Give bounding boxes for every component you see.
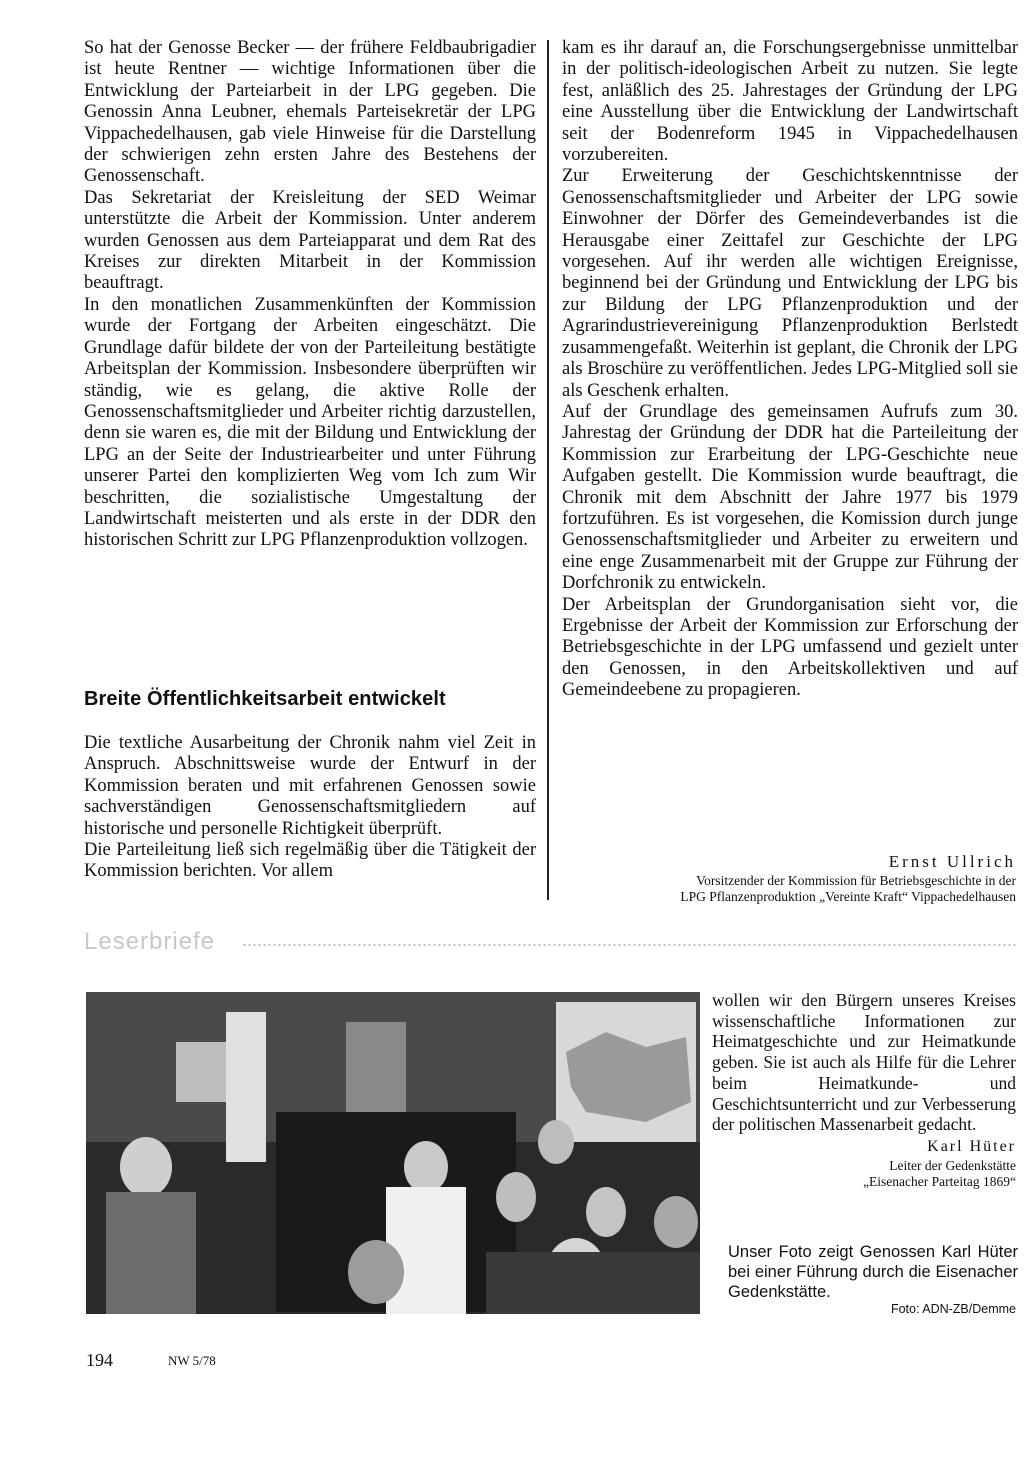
- letter-author-name: Karl Hüter: [927, 1138, 1016, 1155]
- section-subheading: Breite Öffentlichkeitsarbeit entwickelt: [84, 688, 446, 710]
- paragraph: wollen wir den Bürgern unseres Kreises wissenschaftliche Informationen zur Heimatgeschichte und zur Heimatkunde geben. Sie ist auch als Hilfe für die Lehrer beim Heimatkunde- und Geschichtsunterricht und zur Verbesserung der politischen Massenarbeit gedacht.: [712, 990, 1016, 1135]
- letter-column: [712, 990, 1016, 1135]
- author-role-line: „Eisenacher Parteitag 1869“: [863, 1174, 1016, 1189]
- dotted-rule: [242, 943, 1016, 947]
- author-role-line: Vorsitzender der Kommission für Betriebsgeschichte in der: [696, 873, 1016, 888]
- paragraph: So hat der Genosse Becker — der frühere Feldbaubrigadier ist heute Rentner — wichtige Informationen über die Entwicklung der Parteiarbeit in der LPG gegeben. Die Genossin Anna Leubner, ehemals Parteisekretär der LPG Vippachedelhausen, gab viele Hinweise für die Darstellung der schwierigen zehn ersten Jahre des Bestehens der Genossenschaft.: [84, 38, 536, 187]
- column-divider: [547, 40, 549, 900]
- author-role-line: LPG Pflanzenproduktion „Vereinte Kraft“ Vippachedelhausen: [680, 889, 1016, 904]
- article-column-left-bottom: [84, 733, 536, 883]
- page-number: 194: [86, 1350, 113, 1370]
- article-author-role: [556, 873, 1016, 905]
- photo-illustration: [86, 992, 700, 1314]
- section-label: Leserbriefe: [84, 928, 216, 955]
- letter-author-role: [716, 1158, 1016, 1190]
- paragraph: Der Arbeitsplan der Grundorganisation sieht vor, die Ergebnisse der Arbeit der Kommission zur Erforschung der Betriebsgeschichte in der LPG umfassend und gezielt unter den Genossen, in den Arbeitskollektiven und auf Gemeindeebene zu propagieren.: [562, 594, 1018, 701]
- paragraph: kam es ihr darauf an, die Forschungsergebnisse unmittelbar in der politisch-ideologischen Arbeit zu nutzen. Sie legte fest, anläßlich des 25. Jahrestages der Gründung der LPG eine Ausstellung über die Entwicklung der Landwirtschaft seit der Bodenreform 1945 in Vippachedelhausen vorzubereiten.: [562, 38, 1018, 166]
- paragraph: Auf der Grundlage des gemeinsamen Aufrufs zum 30. Jahrestag der Gründung der DDR hat die Parteileitung der Kommission zur Erarbeitung der LPG-Geschichte neue Aufgaben gestellt. Die Kommission wurde beauftragt, die Chronik mit dem Abschnitt der Jahre 1977 bis 1979 fortzuführen. Es ist vorgesehen, die Komission durch junge Genossenschaftsmitglieder und Arbeiter zu erweitern und eine enge Zusammenarbeit mit der Gruppe zur Führung der Dorfchronik zu entwickeln.: [562, 401, 1018, 594]
- photo-credit: Foto: ADN-ZB/Demme: [890, 1302, 1016, 1316]
- section-band: [84, 928, 1016, 956]
- paragraph: Das Sekretariat der Kreisleitung der SED Weimar unterstützte die Arbeit der Kommission. Unter anderem wurden Genossen aus dem Parteiapparat und dem Rat des Kreises zur direkten Mitarbeit in der Kommission beauftragt.: [84, 187, 536, 294]
- author-role-line: Leiter der Gedenkstätte: [889, 1158, 1016, 1173]
- article-author-name: Ernst Ullrich: [888, 852, 1016, 871]
- article-column-left-top: [84, 38, 536, 552]
- journal-reference: NW 5/78: [168, 1353, 216, 1368]
- photo-caption: Unser Foto zeigt Genossen Karl Hüter bei einer Führung durch die Eisenacher Gedenkstätte.: [728, 1243, 1018, 1301]
- article-column-right: [562, 38, 1018, 702]
- paragraph: Zur Erweiterung der Geschichtskenntnisse der Genossenschaftsmitglieder und Arbeiter der LPG sowie Einwohner der Dörfer des Gemeindeverbandes ist die Herausgabe einer Zeittafel zur Geschichte der LPG vorgesehen. Auf ihr werden alle wichtigen Ereignisse, beginnend bei der Gründung und Entwicklung der LPG bis zur Bildung der LPG Pflanzenproduktion und der Agrarindustrievereinigung Pflanzenproduktion Berlstedt zusammengefaßt. Weiterhin ist geplant, die Chronik der LPG als Broschüre zu veröffentlichen. Jedes LPG-Mitglied soll sie als Geschenk erhalten.: [562, 166, 1018, 401]
- paragraph: Die Parteileitung ließ sich regelmäßig über die Tätigkeit der Kommission berichten. Vor allem: [84, 840, 536, 882]
- paragraph: In den monatlichen Zusammenkünften der Kommission wurde der Fortgang der Arbeiten eingeschätzt. Die Grundlage dafür bildete der von der Parteileitung bestätigte Arbeitsplan der Kommission. Insbesondere überprüften wir ständig, wie es gelang, die aktive Rolle der Genossenschaftsmitglieder und Arbeiter richtig darzustellen, denn sie waren es, die mit der Bildung und Entwicklung der LPG an der Seite der Industriearbeiter und unter Führung unserer Partei den komplizierten Weg vom Ich zum Wir beschritten, die sozialistische Umgestaltung der Landwirtschaft meisterten und als erste in der DDR den historischen Schritt zur LPG Pflanzenproduktion vollzogen.: [84, 294, 536, 551]
- paragraph: Die textliche Ausarbeitung der Chronik nahm viel Zeit in Anspruch. Abschnittsweise wurde der Entwurf in der Kommission beraten und mit erfahrenen Genossen sowie sachverständigen Genossenschaftsmitgliedern auf historische und personelle Richtigkeit überprüft.: [84, 733, 536, 839]
- news-photo: [86, 992, 700, 1314]
